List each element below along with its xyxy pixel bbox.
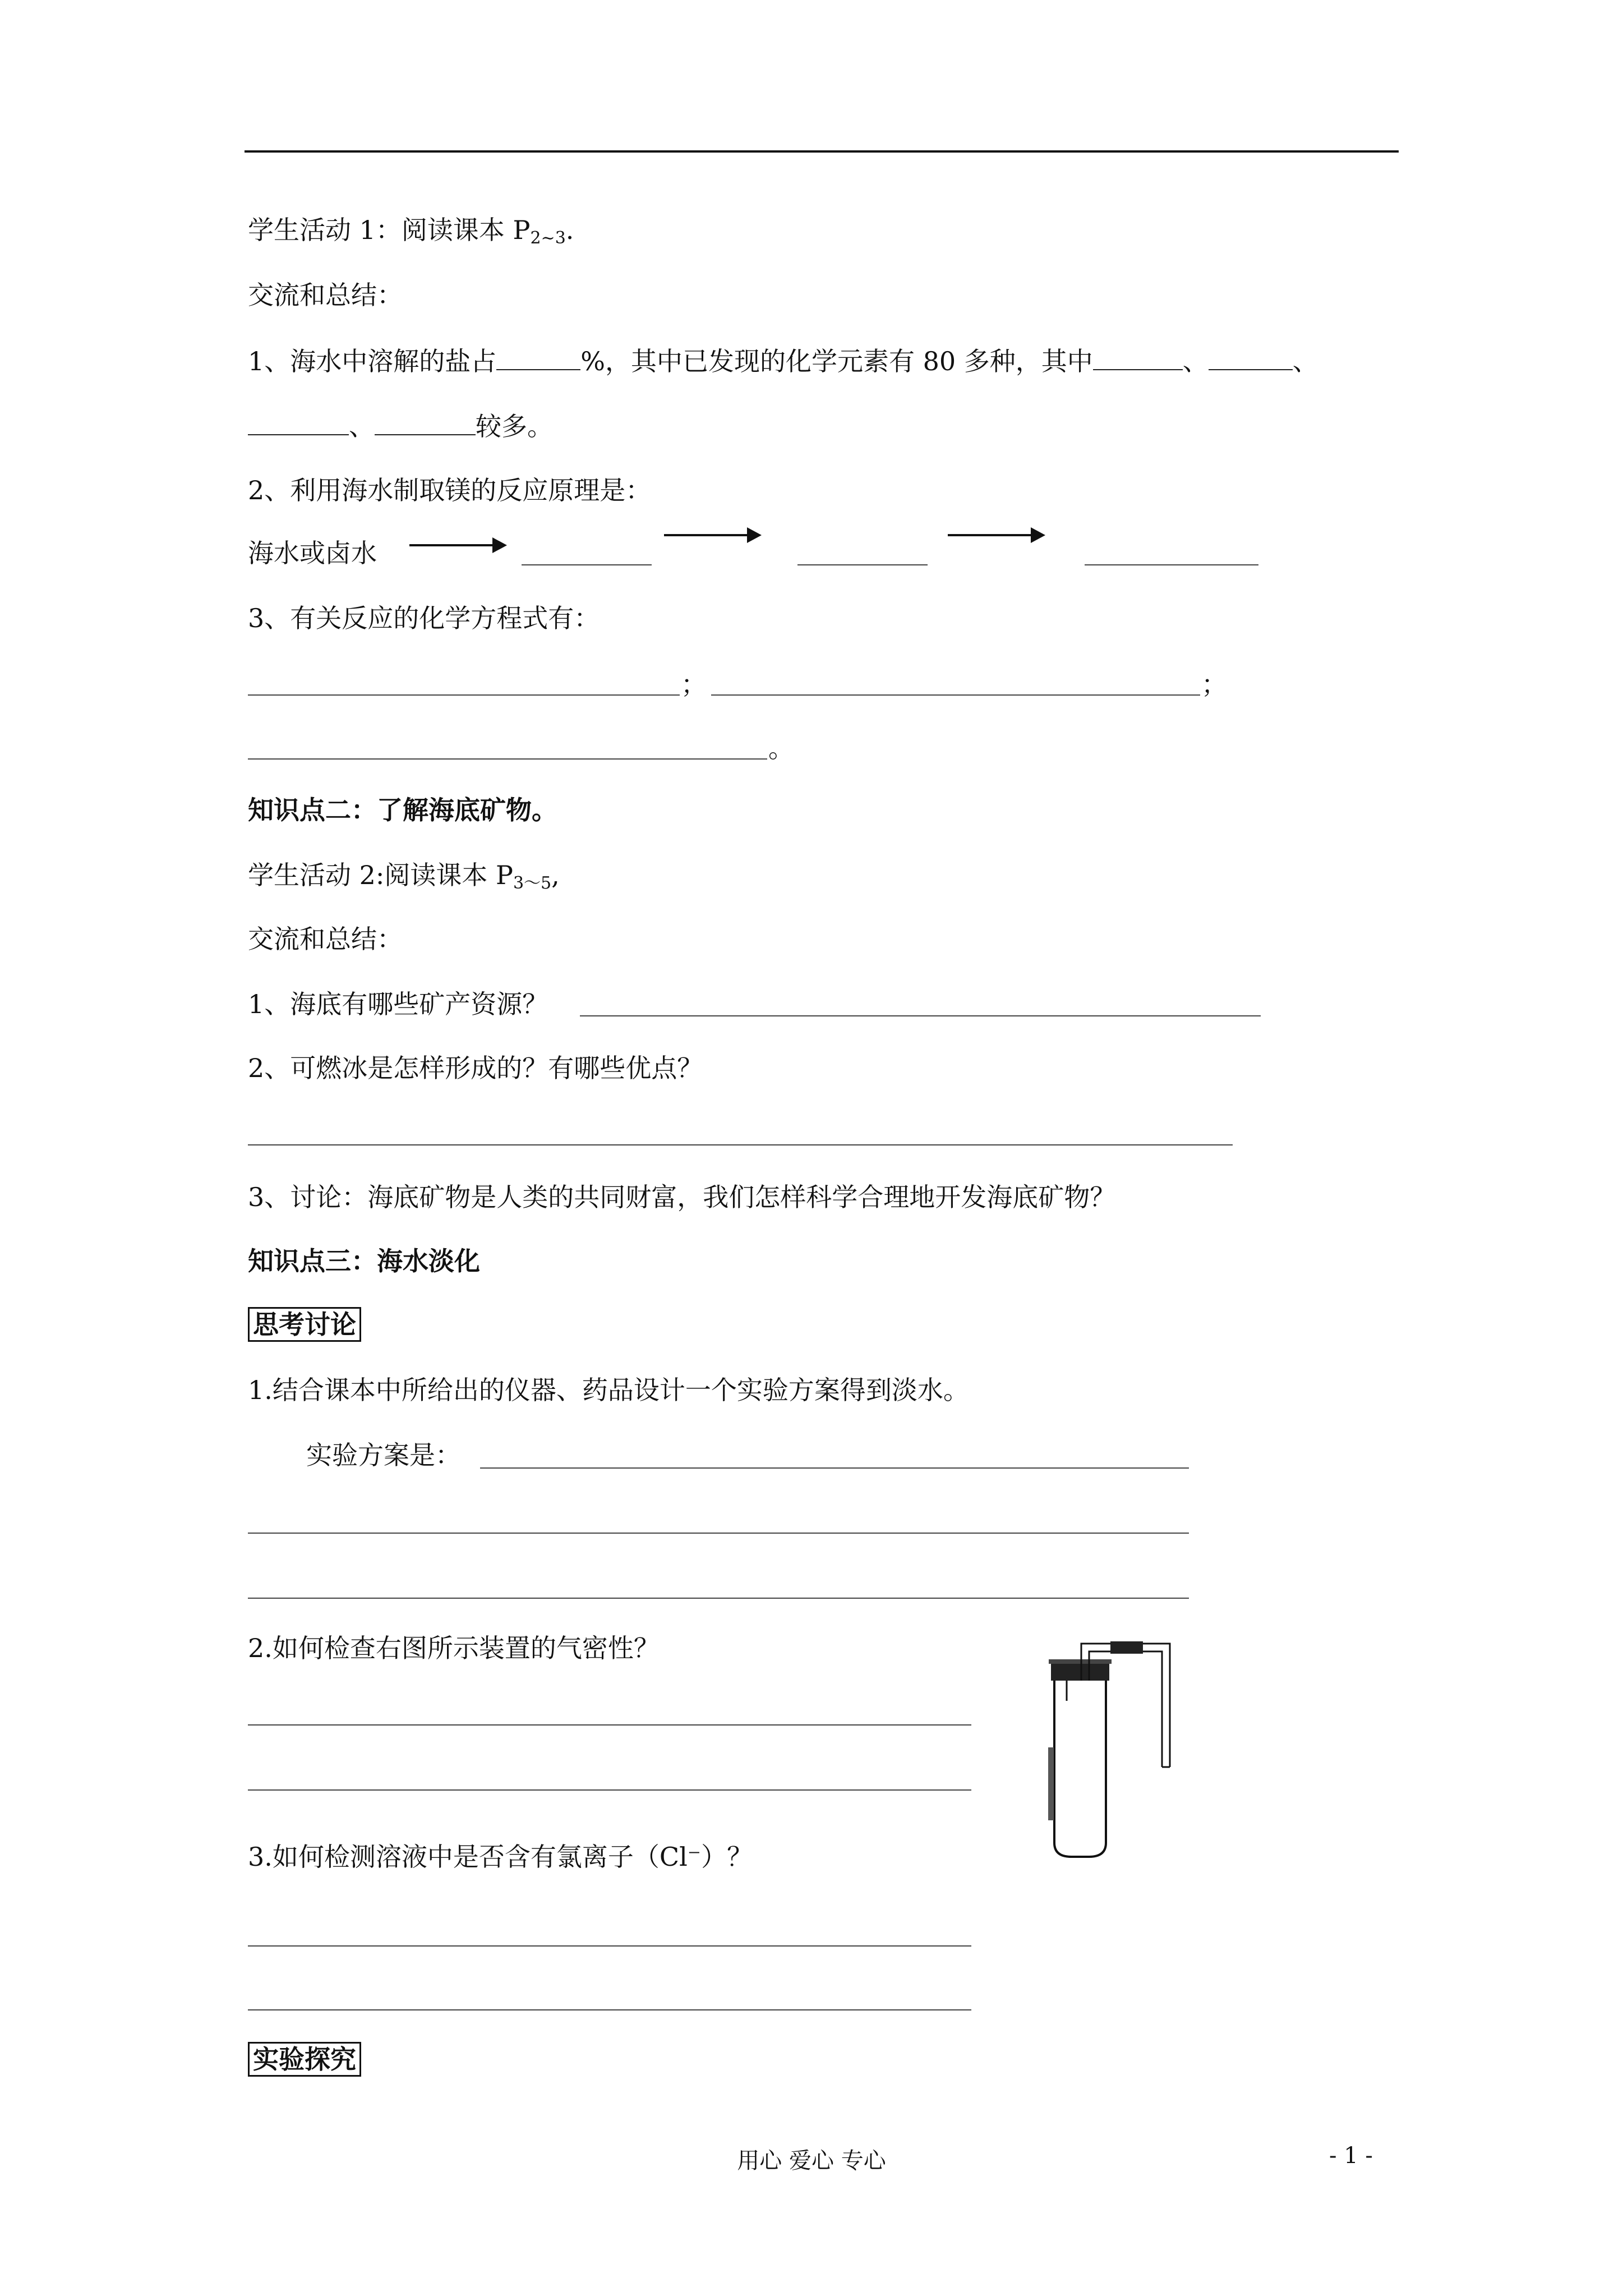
- activity-2-text: 学生活动 2:阅读课本 P: [248, 860, 513, 890]
- question-1-end: 较多。: [476, 411, 553, 441]
- section-box-think: [248, 1307, 361, 1342]
- summary-1: 交流和总结：: [248, 280, 403, 310]
- page-number: - 1 -: [1329, 2143, 1373, 2169]
- answer-blank[interactable]: [248, 758, 767, 760]
- kp2-question-3: 3、讨论：海底矿物是人类的共同财富，我们怎样科学合理地开发海底矿物？: [248, 1182, 1116, 1212]
- activity-1-pages: 2~3: [530, 228, 566, 248]
- question-1-line-2: [248, 409, 553, 443]
- arrow-icon: [664, 534, 759, 536]
- period: 。: [768, 733, 794, 763]
- section-box-experiment: [248, 2042, 361, 2077]
- think-discuss-label: 思考讨论: [248, 1307, 361, 1342]
- activity-2-line: [248, 858, 560, 900]
- knowledge-point-3: 知识点三：海水淡化: [248, 1246, 480, 1276]
- experiment-explore-label: 实验探究: [248, 2042, 361, 2077]
- test-tube-apparatus-icon: [1032, 1627, 1189, 1862]
- activity-1-line: [248, 213, 574, 255]
- knowledge-point-2: 知识点二：了解海底矿物。: [248, 795, 557, 825]
- answer-blank[interactable]: [711, 694, 1200, 696]
- answer-blank[interactable]: [1209, 344, 1293, 370]
- answer-blank[interactable]: [248, 1598, 1189, 1599]
- answer-blank[interactable]: [248, 2009, 971, 2010]
- answer-blank[interactable]: [248, 1724, 971, 1726]
- flow-start: 海水或卤水: [248, 538, 377, 568]
- summary-2: 交流和总结：: [248, 924, 403, 954]
- semicolon: ；: [681, 669, 707, 700]
- answer-blank[interactable]: [496, 344, 580, 370]
- question-1-text-b: %，其中已发现的化学元素有 80 多种，其中: [580, 346, 1093, 376]
- think-question-2: 2.如何检查右图所示装置的气密性？: [248, 1633, 660, 1663]
- think-question-3: 3.如何检测溶液中是否含有氯离子（Cl⁻）？: [248, 1842, 753, 1872]
- answer-blank[interactable]: [248, 1789, 971, 1791]
- answer-blank[interactable]: [248, 409, 349, 435]
- answer-blank[interactable]: [580, 1015, 1261, 1016]
- answer-blank[interactable]: [522, 564, 652, 565]
- kp2-question-2: 2、可燃冰是怎样形成的？有哪些优点？: [248, 1053, 703, 1083]
- question-1-text-a: 1、海水中溶解的盐占: [248, 346, 497, 376]
- think-question-1: 1.结合课本中所给出的仪器、药品设计一个实验方案得到淡水。: [248, 1375, 969, 1405]
- arrow-icon: [948, 534, 1043, 536]
- activity-2-suffix: ,: [551, 860, 560, 890]
- question-3: 3、有关反应的化学方程式有：: [248, 603, 600, 633]
- activity-1-suffix: .: [565, 215, 574, 245]
- kp2-question-1: 1、海底有哪些矿产资源？: [248, 989, 548, 1019]
- question-1-line: [248, 344, 1318, 378]
- separator: 、: [1292, 346, 1318, 376]
- answer-blank[interactable]: [248, 1144, 1233, 1145]
- plan-label: 实验方案是：: [306, 1440, 461, 1470]
- answer-blank[interactable]: [1093, 344, 1183, 370]
- answer-blank[interactable]: [1085, 564, 1258, 565]
- answer-blank[interactable]: [480, 1467, 1189, 1469]
- answer-blank[interactable]: [248, 1533, 1189, 1534]
- answer-blank[interactable]: [248, 1945, 971, 1947]
- answer-blank[interactable]: [797, 564, 928, 565]
- footer-motto: 用心 爱心 专心: [737, 2148, 886, 2174]
- question-2: 2、利用海水制取镁的反应原理是：: [248, 475, 652, 505]
- semicolon: ；: [1201, 669, 1227, 700]
- arrow-icon: [409, 544, 505, 546]
- answer-blank[interactable]: [248, 694, 680, 696]
- separator: 、: [1182, 346, 1209, 376]
- answer-blank[interactable]: [375, 409, 476, 435]
- separator: 、: [349, 411, 375, 441]
- activity-1-text: 学生活动 1：阅读课本 P: [248, 215, 531, 245]
- header-rule: [245, 150, 1399, 153]
- activity-2-pages: 3～5: [513, 873, 552, 893]
